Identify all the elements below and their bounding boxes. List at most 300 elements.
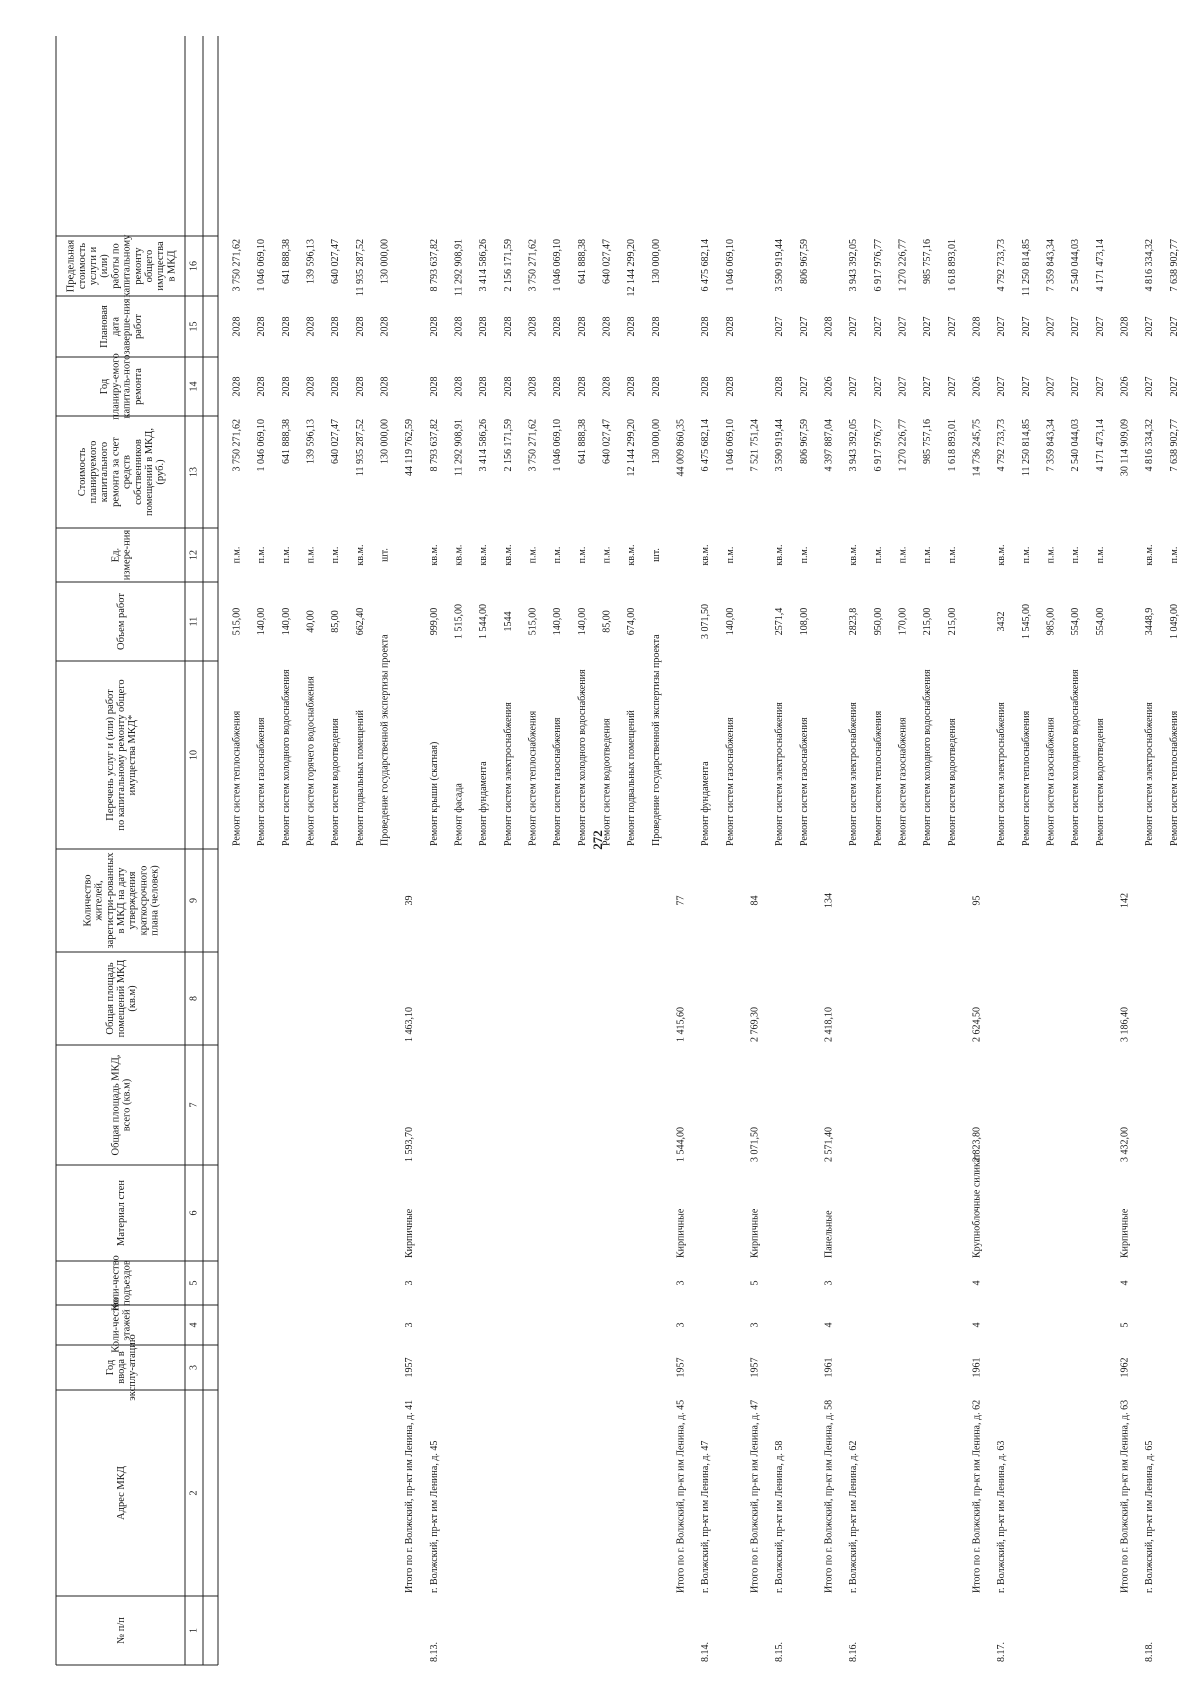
cell-c14: 2027	[1144, 376, 1156, 397]
cell-c11: 40,00	[305, 610, 317, 633]
page-number: 272	[590, 830, 605, 850]
column-number: 15	[188, 321, 200, 332]
cell-c12: п.м.	[552, 546, 564, 564]
header-cell: жителей,	[93, 880, 105, 921]
header-cell: заверше-ния	[121, 298, 133, 355]
cell-c13: 30 114 909,09	[1119, 419, 1131, 477]
cell-c9: 39	[404, 895, 416, 906]
cell-c13: 130 000,00	[379, 419, 391, 464]
cell-c10: Ремонт систем водоотведения	[946, 718, 958, 846]
cell-c16: 3 414 586,26	[478, 239, 490, 292]
cell-c6: Кирпичные	[675, 1208, 687, 1258]
cell-c15: 2028	[354, 316, 366, 337]
cell-c12: кв.м.	[354, 544, 366, 566]
cell-c12: шт.	[650, 548, 662, 562]
cell-c6: Кирпичные	[404, 1208, 416, 1258]
header-cell: Общая площадь	[104, 962, 116, 1035]
cell-c5: 3	[404, 1280, 416, 1286]
cell-c15: 2028	[231, 316, 243, 337]
column-number: 8	[188, 996, 200, 1001]
cell-c11: 950,00	[872, 607, 884, 636]
cell-c11: 3448,9	[1144, 607, 1156, 636]
cell-c12: п.м.	[798, 546, 810, 564]
table-row	[256, 239, 267, 846]
cell-c15: 2027	[1094, 316, 1106, 337]
cell-c16: 2 156 171,59	[502, 239, 514, 292]
cell-c16: 1 618 893,01	[946, 239, 958, 292]
cell-c13: 1 046 069,10	[724, 419, 736, 472]
table-row	[774, 239, 785, 1662]
header-cell: Плановая	[99, 305, 111, 348]
cell-c10: Ремонт систем водоотведения	[1094, 718, 1106, 846]
cell-c8: 3 186,40	[1119, 1007, 1131, 1042]
table-row	[281, 239, 292, 846]
cell-c14: 2028	[650, 376, 662, 397]
table-row	[552, 239, 563, 846]
cell-c10: Ремонт систем теплоснабжения	[1020, 710, 1032, 846]
header-cell: Коли-чество	[110, 1297, 122, 1353]
header-cell: по капитальному ремонту общего	[116, 679, 127, 831]
header-cell: собственников	[132, 439, 144, 505]
table-row	[355, 239, 366, 846]
column-number: 11	[188, 616, 200, 627]
cell-c15: 2028	[724, 316, 736, 337]
table-header	[66, 234, 178, 1644]
cell-c15: 2027	[1168, 316, 1180, 337]
table-row	[306, 239, 317, 846]
cell-c12: п.м.	[576, 546, 588, 564]
cell-c11: 3432	[996, 611, 1008, 632]
cell-c14: 2027	[798, 376, 810, 397]
cell-c15: 2027	[848, 316, 860, 337]
header-cell: утверждения	[127, 871, 139, 930]
cell-c12: п.м.	[527, 546, 539, 564]
cell-c14: 2026	[971, 376, 983, 397]
table-body	[232, 239, 1180, 1662]
cell-c16: 11 292 908,91	[453, 238, 465, 297]
header-cell: Общая площадь МКД,	[110, 1054, 122, 1156]
header-cell: капитальному	[121, 234, 133, 298]
cell-c12: п.м.	[1168, 546, 1180, 564]
cell-c13: 11 292 908,91	[453, 418, 465, 477]
header-cell: стоимость	[76, 242, 88, 290]
table-row	[478, 239, 489, 846]
header-cell: средств	[121, 455, 133, 489]
cell-c10: Ремонт систем холодного водоснабжения	[1070, 669, 1082, 846]
table-row	[503, 239, 514, 846]
total-row	[972, 317, 983, 1594]
header-cell: ремонту	[132, 247, 144, 285]
cell-c10: Ремонт систем газоснабжения	[897, 717, 909, 846]
cell-c2: г. Волжский, пр-кт им Ленина, д. 65	[1144, 1440, 1156, 1593]
table-row	[799, 239, 810, 846]
cell-c15: 2028	[428, 316, 440, 337]
table-row	[1144, 239, 1155, 1662]
cell-c12: п.м.	[897, 546, 909, 564]
cell-c10: Ремонт систем теплоснабжения	[527, 710, 539, 846]
cell-c16: 7 359 843,34	[1045, 239, 1057, 292]
cell-c10: Ремонт систем холодного водоснабжения	[280, 669, 292, 846]
cell-c12: п.м.	[256, 546, 268, 564]
cell-c9: 142	[1119, 893, 1131, 908]
cell-c11: 1 544,00	[478, 604, 490, 639]
header-cell: услуги и	[88, 246, 99, 286]
cell-c15: 2028	[379, 316, 391, 337]
cell-c14: 2028	[280, 376, 292, 397]
table-row	[848, 239, 859, 1662]
cell-c14: 2028	[502, 376, 514, 397]
header-cell: работы по	[110, 243, 122, 289]
cell-c10: Ремонт систем электроснабжения	[848, 702, 860, 846]
cell-c2: г. Волжский, пр-кт им Ленина, д. 62	[848, 1440, 860, 1593]
column-number: 16	[188, 261, 200, 271]
cell-c15: 2027	[996, 316, 1008, 337]
header-cell: этажей	[121, 1309, 133, 1341]
cell-c11: 140,00	[552, 607, 564, 636]
column-number: 1	[188, 1628, 200, 1633]
cell-c15: 2027	[872, 316, 884, 337]
header-cell: краткосрочного	[138, 865, 150, 936]
cell-c2: Итого по г. Волжский, пр-кт им Ленина, д. 58	[823, 1399, 835, 1593]
column-number-row	[188, 261, 199, 1633]
cell-c13: 1 270 226,77	[897, 419, 909, 472]
cell-c15: 2027	[946, 316, 958, 337]
table-row	[626, 239, 637, 846]
cell-c1: 8.17.	[996, 1642, 1008, 1662]
table-row	[330, 239, 341, 846]
cell-c15: 2028	[280, 316, 292, 337]
table-row	[602, 239, 613, 846]
cell-c16: 1 046 069,10	[256, 239, 268, 292]
header-cell: зарегистри-рованных	[104, 852, 116, 949]
cell-c10: Ремонт фасада	[453, 783, 465, 846]
cell-c7: 2 571,40	[823, 1127, 835, 1162]
cell-c13: 8 793 637,82	[428, 419, 440, 472]
cell-c16: 7 638 902,77	[1168, 239, 1180, 292]
cell-c15: 2028	[502, 316, 514, 337]
cell-c13: 6 917 976,77	[872, 419, 884, 472]
column-number: 7	[188, 1102, 200, 1108]
cell-c11: 3 071,50	[700, 604, 712, 639]
table-row	[1046, 239, 1057, 846]
cell-c9: 134	[823, 893, 835, 908]
table-row	[1169, 239, 1180, 846]
cell-c1: 8.13.	[428, 1642, 440, 1662]
cell-c12: кв.м.	[502, 544, 514, 566]
cell-c6: Кирпичные	[749, 1208, 761, 1258]
total-row	[750, 419, 761, 1593]
cell-c11: 515,00	[527, 607, 539, 636]
cell-c3: 1961	[823, 1357, 835, 1378]
table-row	[725, 239, 736, 846]
cell-c12: кв.м.	[996, 544, 1008, 566]
cell-c9: 95	[971, 895, 983, 906]
header-cell: Перечень услуг и (или) работ	[104, 689, 116, 821]
cell-c16: 11 935 287,52	[354, 239, 366, 297]
total-row	[676, 419, 687, 1593]
cell-c12: кв.м.	[774, 544, 786, 566]
cell-c12: п.м.	[601, 546, 613, 564]
cell-c15: 2028	[823, 316, 835, 337]
column-number: 13	[188, 467, 200, 477]
cell-c11: 554,00	[1094, 607, 1106, 636]
cell-c12: кв.м.	[428, 544, 440, 566]
cell-c10: Ремонт систем газоснабжения	[798, 717, 810, 846]
cell-c13: 4 792 733,73	[996, 419, 1008, 472]
cell-c14: 2028	[478, 376, 490, 397]
cell-c14: 2028	[453, 376, 465, 397]
cell-c12: п.м.	[872, 546, 884, 564]
cell-c13: 7 359 843,34	[1045, 419, 1057, 472]
cell-c14: 2028	[428, 376, 440, 397]
cell-c10: Ремонт подвальных помещений	[354, 710, 366, 846]
table-row	[1070, 239, 1081, 846]
cell-c13: 4 397 887,04	[823, 419, 835, 472]
header-cell: имущества МКД*	[127, 714, 139, 796]
cell-c12: п.м.	[724, 546, 736, 564]
cell-c15: 2028	[256, 316, 268, 337]
cell-c11: 674,00	[626, 607, 638, 636]
cell-c11: 2823,8	[848, 607, 860, 636]
cell-c15: 2028	[971, 316, 983, 337]
column-number: 4	[188, 1322, 200, 1328]
header-cell: в МКД	[166, 250, 178, 282]
cell-c8: 1 415,60	[675, 1007, 687, 1042]
cell-c12: кв.м.	[478, 544, 490, 566]
table-row	[577, 239, 588, 846]
cell-c12: п.м.	[330, 546, 342, 564]
cell-c13: 1 046 069,10	[552, 419, 564, 472]
cell-c16: 4 792 733,73	[996, 239, 1008, 292]
cell-c12: п.м.	[1094, 546, 1106, 564]
cell-c3: 1957	[749, 1357, 761, 1378]
table-row	[429, 239, 440, 1662]
cell-c16: 3 590 919,44	[774, 239, 786, 292]
cell-c15: 2028	[552, 316, 564, 337]
table-row	[454, 239, 465, 846]
column-number: 14	[188, 381, 200, 392]
cell-c14: 2028	[379, 376, 391, 397]
column-number: 9	[188, 898, 200, 903]
cell-c10: Ремонт систем электроснабжения	[502, 702, 514, 846]
cell-c16: 1 270 226,77	[897, 239, 909, 292]
header-cell: (руб.)	[155, 459, 167, 485]
cell-c11: 662,40	[354, 607, 366, 636]
cell-c13: 12 144 299,20	[626, 419, 638, 477]
cell-c11: 85,00	[601, 610, 613, 633]
header-cell: ремонта	[132, 368, 144, 405]
cell-c10: Ремонт систем газоснабжения	[256, 717, 268, 846]
header-cell: всего (кв.м)	[121, 1078, 133, 1132]
cell-c15: 2027	[1070, 316, 1082, 337]
cell-c14: 2028	[256, 376, 268, 397]
cell-c7: 1 544,00	[675, 1127, 687, 1162]
header-cell: Предельная	[65, 239, 77, 293]
cell-c13: 3 750 271,62	[527, 419, 539, 472]
cell-c13: 130 000,00	[650, 419, 662, 464]
header-cell: (кв.м)	[127, 985, 139, 1012]
column-number: 6	[188, 1210, 200, 1216]
cell-c2: г. Волжский, пр-кт им Ленина, д. 63	[996, 1440, 1008, 1593]
cell-c16: 806 967,59	[798, 239, 810, 284]
cell-c8: 2 418,10	[823, 1007, 835, 1042]
cell-c5: 3	[675, 1280, 687, 1286]
header-cell: Ед.	[110, 547, 122, 563]
cell-c5: 4	[971, 1280, 983, 1286]
cell-c1: 8.18.	[1144, 1642, 1156, 1662]
cell-c11: 140,00	[724, 607, 736, 636]
cell-c16: 3 943 392,05	[848, 239, 860, 292]
total-row	[824, 317, 835, 1594]
cell-c14: 2028	[724, 376, 736, 397]
cell-c14: 2027	[1094, 376, 1106, 397]
header-cell: Год	[104, 1359, 116, 1376]
cell-c13: 44 119 762,59	[404, 419, 416, 477]
cell-c14: 2028	[601, 376, 613, 397]
cell-c13: 7 521 751,24	[749, 419, 761, 472]
cell-c8: 1 463,10	[404, 1007, 416, 1042]
cell-c13: 3 590 919,44	[774, 419, 786, 472]
cell-c10: Ремонт систем холодного водоснабжения	[922, 669, 934, 846]
cell-c14: 2027	[872, 376, 884, 397]
cell-c13: 44 009 860,35	[675, 419, 687, 477]
cell-c4: 3	[675, 1322, 687, 1328]
cell-c10: Ремонт систем теплоснабжения	[231, 710, 243, 846]
cell-c2: г. Волжский, пр-кт им Ленина, д. 45	[428, 1440, 440, 1593]
cell-c14: 2027	[1045, 376, 1057, 397]
cell-c16: 640 027,47	[601, 239, 613, 284]
cell-c6: Кирпичные	[1119, 1208, 1131, 1258]
cell-c16: 130 000,00	[379, 239, 391, 284]
cell-c9: 84	[749, 895, 761, 906]
header-cell: помещений в МКД,	[144, 428, 155, 516]
table-row	[232, 239, 243, 846]
cell-c11: 554,00	[1070, 607, 1082, 636]
cell-c16: 1 046 069,10	[552, 239, 564, 292]
cell-c16: 4 816 334,32	[1144, 239, 1156, 292]
cell-c15: 2028	[650, 316, 662, 337]
cell-c12: п.м.	[1070, 546, 1082, 564]
cell-c10: Ремонт систем газоснабжения	[724, 717, 736, 846]
cell-c16: 12 144 299,20	[626, 239, 638, 297]
cell-c16: 6 917 976,77	[872, 239, 884, 292]
cell-c11: 170,00	[897, 607, 909, 636]
cell-c13: 11 250 814,85	[1020, 419, 1032, 477]
cell-c13: 7 638 902,77	[1168, 419, 1180, 472]
cell-c14: 2027	[848, 376, 860, 397]
cell-c13: 806 967,59	[798, 419, 810, 464]
cell-c12: шт.	[379, 548, 391, 562]
header-cell: (или)	[99, 254, 111, 278]
cell-c2: Итого по г. Волжский, пр-кт им Ленина, д. 47	[749, 1399, 761, 1593]
cell-c3: 1957	[675, 1357, 687, 1378]
cell-c16: 1 046 069,10	[724, 239, 736, 292]
cell-c16: 3 750 271,62	[527, 239, 539, 292]
cell-c8: 2 624,50	[971, 1007, 983, 1042]
cell-c2: г. Волжский, пр-кт им Ленина, д. 58	[774, 1440, 786, 1593]
cell-c15: 2028	[305, 316, 317, 337]
cell-c11: 1 049,00	[1168, 604, 1180, 639]
cell-c12: кв.м.	[700, 544, 712, 566]
header-cell: Адрес МКД	[116, 1466, 127, 1520]
cell-c11: 85,00	[330, 610, 342, 633]
cell-c16: 130 000,00	[650, 239, 662, 284]
cell-c16: 641 888,38	[280, 239, 292, 284]
header-cell: общего	[144, 249, 155, 283]
header-cell: № п/п	[116, 1617, 127, 1644]
cell-c11: 108,00	[798, 607, 810, 636]
header-cell: Объем работ	[116, 593, 127, 650]
cell-c2: Итого по г. Волжский, пр-кт им Ленина, д. 45	[675, 1399, 687, 1593]
cell-c16: 11 250 814,85	[1020, 239, 1032, 297]
cell-c11: 215,00	[922, 607, 934, 636]
cell-c14: 2026	[823, 376, 835, 397]
cell-c11: 2571,4	[774, 607, 786, 636]
cell-c5: 4	[1119, 1280, 1131, 1286]
table-row	[528, 239, 539, 846]
cell-c15: 2028	[601, 316, 613, 337]
cell-c3: 1961	[971, 1357, 983, 1378]
header-cell: плана (человек)	[149, 865, 161, 936]
table-row	[947, 239, 958, 846]
cell-c14: 2028	[527, 376, 539, 397]
cell-c15: 2028	[527, 316, 539, 337]
cell-c12: кв.м.	[453, 544, 465, 566]
cell-c14: 2027	[1020, 376, 1032, 397]
header-cell: капитального	[99, 441, 111, 503]
cell-c12: п.м.	[280, 546, 292, 564]
cell-c14: 2027	[922, 376, 934, 397]
header-cell: в МКД на дату	[116, 867, 127, 934]
cell-c1: 8.14.	[700, 1642, 712, 1662]
cell-c13: 11 935 287,52	[354, 419, 366, 477]
cell-c2: Итого по г. Волжский, пр-кт им Ленина, д. 63	[1119, 1399, 1131, 1593]
cell-c11: 1544	[502, 611, 514, 632]
cell-c10: Проведение государственной экспертизы проекта	[650, 634, 662, 846]
cell-c4: 4	[971, 1322, 983, 1328]
cell-c14: 2027	[1070, 376, 1082, 397]
cell-c4: 5	[1119, 1322, 1131, 1328]
cell-c12: п.м.	[1045, 546, 1057, 564]
table-row	[1095, 239, 1106, 846]
header-cell: подъездов	[121, 1260, 133, 1306]
cell-c2: Итого по г. Волжский, пр-кт им Ленина, д. 41	[404, 1399, 416, 1593]
cell-c13: 640 027,47	[330, 419, 342, 464]
cell-c16: 6 475 682,14	[700, 239, 712, 292]
cell-c13: 3 943 392,05	[848, 419, 860, 472]
table-row	[873, 239, 884, 846]
cell-c16: 3 750 271,62	[231, 238, 243, 292]
cell-c14: 2028	[330, 376, 342, 397]
header-cell: капиталь-ного	[121, 354, 133, 419]
cell-c16: 4 171 473,14	[1094, 239, 1106, 292]
cell-c14: 2027	[996, 376, 1008, 397]
cell-c10: Ремонт систем электроснабжения	[774, 702, 786, 846]
cell-c14: 2028	[774, 376, 786, 397]
cell-c10: Ремонт систем горячего водоснабжения	[305, 676, 317, 846]
header-cell: имущества	[155, 241, 167, 291]
cell-c6: Панельные	[823, 1210, 835, 1258]
header-cell: Стоимость	[76, 447, 88, 497]
cell-c13: 139 596,13	[305, 419, 317, 464]
cell-c10: Ремонт систем газоснабжения	[1045, 717, 1057, 846]
cell-c10: Ремонт систем электроснабжения	[996, 702, 1008, 846]
cell-c5: 3	[823, 1280, 835, 1286]
cell-c15: 2028	[576, 316, 588, 337]
cell-c10: Проведение государственной экспертизы проекта	[379, 634, 391, 846]
cell-c14: 2028	[576, 376, 588, 397]
header-cell: эксплу-атацию	[127, 1334, 139, 1401]
